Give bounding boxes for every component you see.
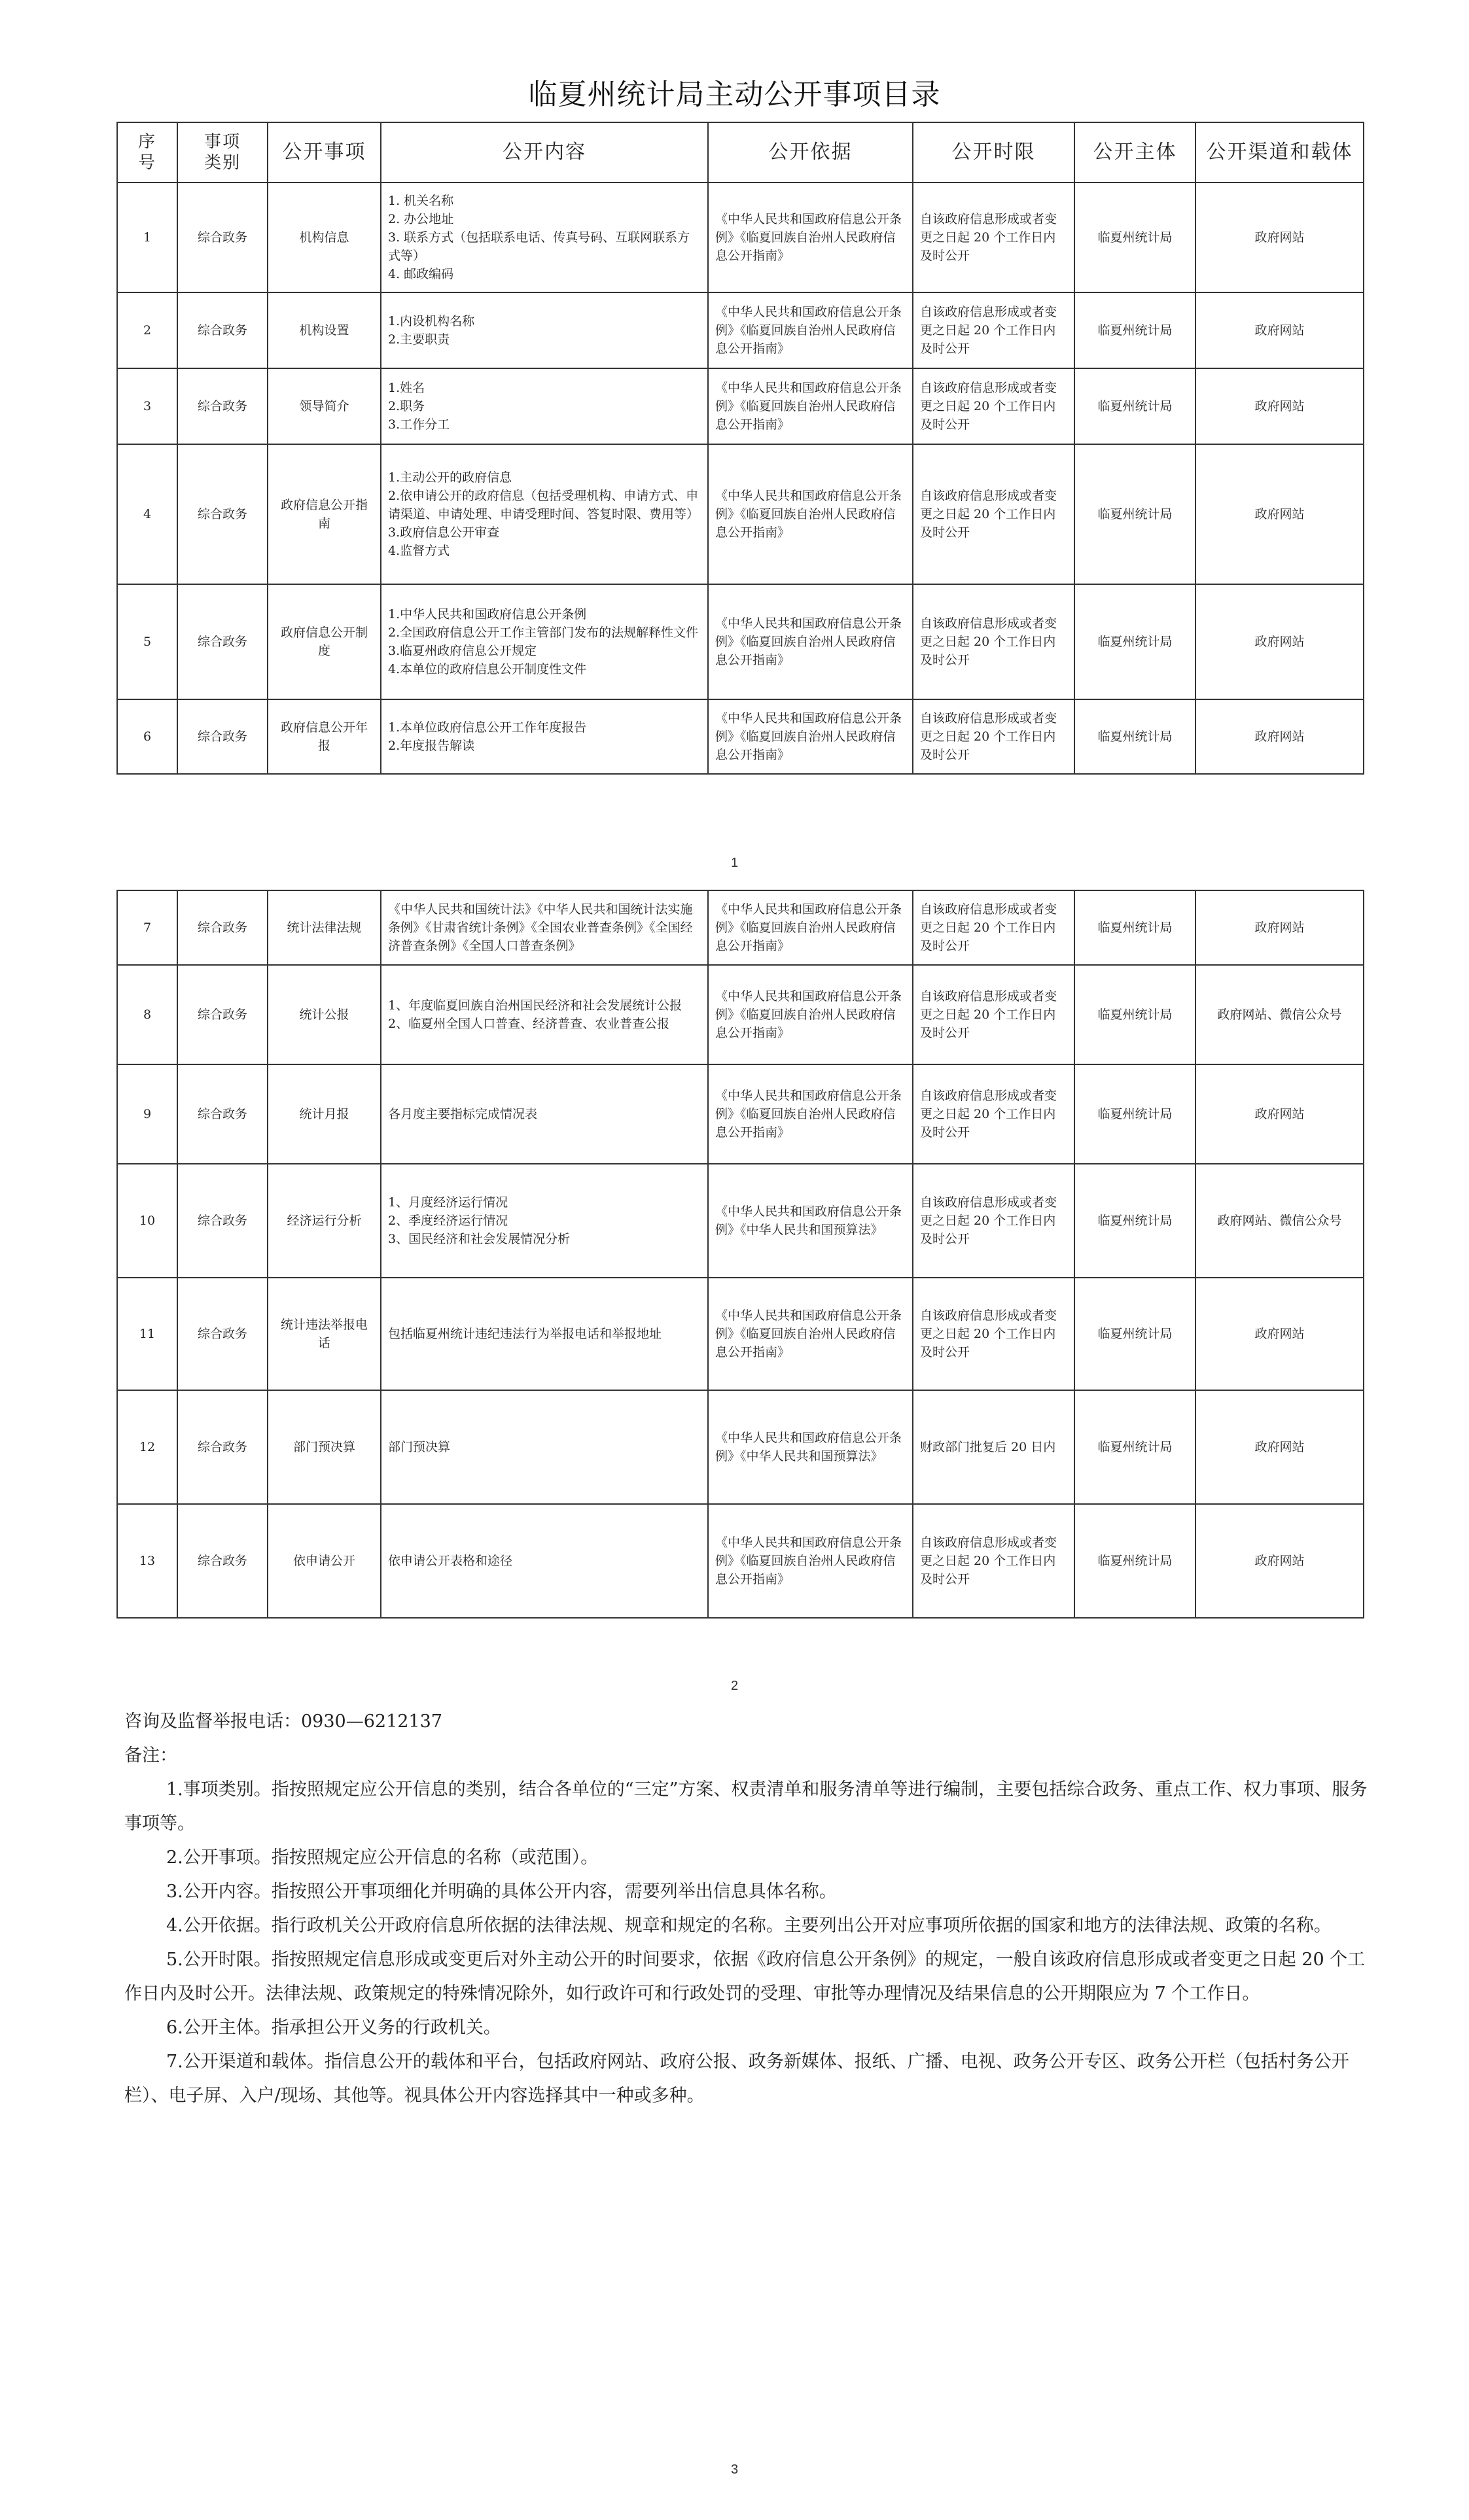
row-item: 统计月报 [268, 1064, 381, 1164]
content-line: 2. 办公地址 [388, 212, 454, 226]
table-row [117, 890, 1364, 965]
row-content [381, 292, 708, 368]
row-item: 领导简介 [268, 368, 381, 444]
row-channel: 政府网站 [1195, 1278, 1364, 1390]
row-content [381, 699, 708, 774]
table-row [117, 584, 1364, 699]
content-line: 2.依申请公开的政府信息（包括受理机构、申请方式、申请渠道、申请处理、申请受理时间、答复时限、费用等） [388, 489, 699, 521]
header-item: 公开事项 [268, 122, 381, 183]
content-line: 2、季度经济运行情况 [388, 1214, 508, 1228]
content-line: 3、国民经济和社会发展情况分析 [388, 1232, 571, 1246]
row-number: 4 [117, 444, 177, 584]
row-time: 自该政府信息形成或者变更之日起 20 个工作日内及时公开 [913, 444, 1074, 584]
content-line: 1.姓名 [388, 381, 425, 395]
row-content [381, 1064, 708, 1164]
content-line: 4. 邮政编码 [388, 267, 454, 281]
row-category: 综合政务 [177, 1064, 268, 1164]
content-line: 4.监督方式 [388, 544, 450, 558]
row-item: 统计违法举报电话 [268, 1278, 381, 1390]
row-time: 自该政府信息形成或者变更之日起 20 个工作日内及时公开 [913, 890, 1074, 965]
row-channel: 政府网站 [1195, 1390, 1364, 1504]
row-number: 11 [117, 1278, 177, 1390]
table-row [117, 1390, 1364, 1504]
content-line: 1. 机关名称 [388, 194, 454, 208]
row-subject: 临夏州统计局 [1074, 444, 1195, 584]
row-channel: 政府网站 [1195, 183, 1364, 292]
row-time: 自该政府信息形成或者变更之日起 20 个工作日内及时公开 [913, 584, 1074, 699]
row-channel: 政府网站 [1195, 292, 1364, 368]
row-number: 12 [117, 1390, 177, 1504]
row-time: 自该政府信息形成或者变更之日起 20 个工作日内及时公开 [913, 1164, 1074, 1278]
row-subject: 临夏州统计局 [1074, 292, 1195, 368]
content-line: 3.临夏州政府信息公开规定 [388, 644, 537, 658]
row-subject: 临夏州统计局 [1074, 1278, 1195, 1390]
table-row [117, 699, 1364, 774]
row-time: 自该政府信息形成或者变更之日起 20 个工作日内及时公开 [913, 1064, 1074, 1164]
row-channel: 政府网站 [1195, 368, 1364, 444]
row-number: 9 [117, 1064, 177, 1164]
header-category: 事项类别 [177, 122, 268, 183]
table-row [117, 368, 1364, 444]
row-time: 自该政府信息形成或者变更之日起 20 个工作日内及时公开 [913, 965, 1074, 1064]
content-line: 1、月度经济运行情况 [388, 1195, 508, 1210]
row-content [381, 890, 708, 965]
table-row [117, 444, 1364, 584]
row-content [381, 965, 708, 1064]
header-time: 公开时限 [913, 122, 1074, 183]
row-channel: 政府网站 [1195, 1504, 1364, 1618]
contact-phone: 咨询及监督举报电话：0930—6212137 [124, 1711, 442, 1732]
content-line: 《中华人民共和国统计法》《中华人民共和国统计法实施条例》《甘肃省统计条例》《全国农业普查条例》《全国经济普查条例》《全国人口普查条例》 [388, 902, 693, 953]
row-time: 自该政府信息形成或者变更之日起 20 个工作日内及时公开 [913, 1504, 1074, 1618]
row-item: 机构设置 [268, 292, 381, 368]
row-content [381, 368, 708, 444]
row-category: 综合政务 [177, 965, 268, 1064]
content-line: 3.政府信息公开审查 [388, 525, 500, 540]
row-basis: 《中华人民共和国政府信息公开条例》《临夏回族自治州人民政府信息公开指南》 [708, 1278, 913, 1390]
note-item: 7.公开渠道和载体。指信息公开的载体和平台，包括政府网站、政府公报、政务新媒体、报纸、广播、电视、政务公开专区、政务公开栏（包括村务公开栏）、电子屏、入户/现场、其他等。视具体公开内容选择其中一种或多种。 [124, 2052, 1349, 2106]
row-number: 3 [117, 368, 177, 444]
row-basis: 《中华人民共和国政府信息公开条例》《临夏回族自治州人民政府信息公开指南》 [708, 183, 913, 292]
row-subject: 临夏州统计局 [1074, 699, 1195, 774]
content-line: 3.工作分工 [388, 417, 450, 432]
row-basis: 《中华人民共和国政府信息公开条例》《临夏回族自治州人民政府信息公开指南》 [708, 584, 913, 699]
row-basis: 《中华人民共和国政府信息公开条例》《临夏回族自治州人民政府信息公开指南》 [708, 890, 913, 965]
page-number: 3 [730, 2462, 739, 2477]
row-channel: 政府网站 [1195, 699, 1364, 774]
row-item: 政府信息公开制度 [268, 584, 381, 699]
row-item: 政府信息公开指南 [268, 444, 381, 584]
row-content [381, 1278, 708, 1390]
content-line: 3. 联系方式（包括联系电话、传真号码、互联网联系方式等） [388, 230, 690, 263]
note-item: 4.公开依据。指行政机关公开政府信息所依据的法律法规、规章和规定的名称。主要列出公开对应事项所依据的国家和地方的法律法规、政策的名称。 [166, 1916, 1332, 1936]
row-category: 综合政务 [177, 444, 268, 584]
row-subject: 临夏州统计局 [1074, 1064, 1195, 1164]
note-item: 6.公开主体。指承担公开义务的行政机关。 [166, 2018, 501, 2038]
content-line: 2.职务 [388, 399, 425, 413]
notes-section [124, 1705, 1368, 2113]
content-line: 2.主要职责 [388, 332, 450, 347]
row-basis: 《中华人民共和国政府信息公开条例》《中华人民共和国预算法》 [708, 1390, 913, 1504]
row-time: 自该政府信息形成或者变更之日起 20 个工作日内及时公开 [913, 699, 1074, 774]
page-number: 2 [730, 1679, 739, 1693]
page-number: 1 [730, 856, 739, 870]
row-category: 综合政务 [177, 292, 268, 368]
row-subject: 临夏州统计局 [1074, 1164, 1195, 1278]
row-basis: 《中华人民共和国政府信息公开条例》《临夏回族自治州人民政府信息公开指南》 [708, 699, 913, 774]
content-line: 1.中华人民共和国政府信息公开条例 [388, 607, 587, 621]
row-number: 7 [117, 890, 177, 965]
row-number: 8 [117, 965, 177, 1064]
row-number: 1 [117, 183, 177, 292]
catalog-table-page1 [116, 122, 1364, 775]
header-subject: 公开主体 [1074, 122, 1195, 183]
row-subject: 临夏州统计局 [1074, 1390, 1195, 1504]
row-content [381, 1504, 708, 1618]
row-basis: 《中华人民共和国政府信息公开条例》《临夏回族自治州人民政府信息公开指南》 [708, 1064, 913, 1164]
row-subject: 临夏州统计局 [1074, 965, 1195, 1064]
row-channel: 政府网站 [1195, 584, 1364, 699]
row-basis: 《中华人民共和国政府信息公开条例》《临夏回族自治州人民政府信息公开指南》 [708, 368, 913, 444]
header-no: 序号 [117, 122, 177, 183]
content-line: 1.内设机构名称 [388, 314, 475, 328]
row-channel: 政府网站、微信公众号 [1195, 965, 1364, 1064]
row-item: 经济运行分析 [268, 1164, 381, 1278]
row-time: 财政部门批复后 20 日内 [913, 1390, 1074, 1504]
row-item: 部门预决算 [268, 1390, 381, 1504]
row-category: 综合政务 [177, 368, 268, 444]
content-line: 2、临夏州全国人口普查、经济普查、农业普查公报 [388, 1017, 670, 1031]
content-line: 4.本单位的政府信息公开制度性文件 [388, 662, 587, 676]
row-content [381, 1390, 708, 1504]
note-item: 1.事项类别。指按照规定应公开信息的类别，结合各单位的“三定”方案、权责清单和服务清单等进行编制，主要包括综合政务、重点工作、权力事项、服务事项等。 [124, 1779, 1368, 1834]
content-line: 1、年度临夏回族自治州国民经济和社会发展统计公报 [388, 998, 682, 1013]
note-item: 3.公开内容。指按照公开事项细化并明确的具体公开内容，需要列举出信息具体名称。 [166, 1881, 837, 1902]
row-content [381, 584, 708, 699]
header-channel: 公开渠道和载体 [1195, 122, 1364, 183]
row-category: 综合政务 [177, 1278, 268, 1390]
row-time: 自该政府信息形成或者变更之日起 20 个工作日内及时公开 [913, 292, 1074, 368]
notes-heading: 备注： [124, 1745, 177, 1766]
row-category: 综合政务 [177, 699, 268, 774]
row-content [381, 1164, 708, 1278]
row-channel: 政府网站、微信公众号 [1195, 1164, 1364, 1278]
row-subject: 临夏州统计局 [1074, 584, 1195, 699]
catalog-table-page2 [116, 890, 1364, 1619]
table-row [117, 1164, 1364, 1278]
row-item: 机构信息 [268, 183, 381, 292]
row-category: 综合政务 [177, 1164, 268, 1278]
row-basis: 《中华人民共和国政府信息公开条例》《临夏回族自治州人民政府信息公开指南》 [708, 292, 913, 368]
row-category: 综合政务 [177, 1390, 268, 1504]
row-basis: 《中华人民共和国政府信息公开条例》《临夏回族自治州人民政府信息公开指南》 [708, 1504, 913, 1618]
content-line: 2.全国政府信息公开工作主管部门发布的法规解释性文件 [388, 625, 699, 640]
row-number: 10 [117, 1164, 177, 1278]
row-item: 统计公报 [268, 965, 381, 1064]
content-line: 2.年度报告解读 [388, 739, 475, 753]
content-line: 各月度主要指标完成情况表 [388, 1107, 538, 1121]
table-row [117, 292, 1364, 368]
row-number: 6 [117, 699, 177, 774]
row-number: 13 [117, 1504, 177, 1618]
row-category: 综合政务 [177, 183, 268, 292]
table-header-row [117, 122, 1364, 183]
content-line: 依申请公开表格和途径 [388, 1554, 513, 1568]
page-title: 临夏州统计局主动公开事项目录 [528, 78, 941, 111]
row-channel: 政府网站 [1195, 890, 1364, 965]
row-category: 综合政务 [177, 584, 268, 699]
row-item: 依申请公开 [268, 1504, 381, 1618]
row-subject: 临夏州统计局 [1074, 890, 1195, 965]
row-subject: 临夏州统计局 [1074, 183, 1195, 292]
note-item: 2.公开事项。指按照规定应公开信息的名称（或范围）。 [166, 1847, 599, 1868]
content-line: 1.主动公开的政府信息 [388, 470, 512, 485]
header-basis: 公开依据 [708, 122, 913, 183]
row-number: 5 [117, 584, 177, 699]
row-time: 自该政府信息形成或者变更之日起 20 个工作日内及时公开 [913, 1278, 1074, 1390]
row-content [381, 444, 708, 584]
row-channel: 政府网站 [1195, 1064, 1364, 1164]
table-row [117, 965, 1364, 1064]
row-category: 综合政务 [177, 1504, 268, 1618]
content-line: 1.本单位政府信息公开工作年度报告 [388, 720, 587, 735]
content-line: 包括临夏州统计违纪违法行为举报电话和举报地址 [388, 1327, 662, 1341]
table-row [117, 1278, 1364, 1390]
row-basis: 《中华人民共和国政府信息公开条例》《临夏回族自治州人民政府信息公开指南》 [708, 965, 913, 1064]
row-item: 政府信息公开年报 [268, 699, 381, 774]
row-time: 自该政府信息形成或者变更之日起 20 个工作日内及时公开 [913, 183, 1074, 292]
row-subject: 临夏州统计局 [1074, 1504, 1195, 1618]
row-subject: 临夏州统计局 [1074, 368, 1195, 444]
row-channel: 政府网站 [1195, 444, 1364, 584]
header-content: 公开内容 [381, 122, 708, 183]
row-time: 自该政府信息形成或者变更之日起 20 个工作日内及时公开 [913, 368, 1074, 444]
row-category: 综合政务 [177, 890, 268, 965]
row-number: 2 [117, 292, 177, 368]
table-row [117, 1504, 1364, 1618]
table-row [117, 1064, 1364, 1164]
row-content [381, 183, 708, 292]
content-line: 部门预决算 [388, 1440, 451, 1454]
table-row [117, 183, 1364, 292]
row-basis: 《中华人民共和国政府信息公开条例》《临夏回族自治州人民政府信息公开指南》 [708, 444, 913, 584]
note-item: 5.公开时限。指按照规定信息形成或变更后对外主动公开的时间要求，依据《政府信息公开条例》的规定，一般自该政府信息形成或者变更之日起 20 个工作日内及时公开。法律法规、政策规定的特殊情况除外，如行政许可和行政处罚的受理、审批等办理情况及结果信息的公开期限应为 7 个工作日。 [124, 1950, 1366, 2004]
row-item: 统计法律法规 [268, 890, 381, 965]
row-basis: 《中华人民共和国政府信息公开条例》《中华人民共和国预算法》 [708, 1164, 913, 1278]
